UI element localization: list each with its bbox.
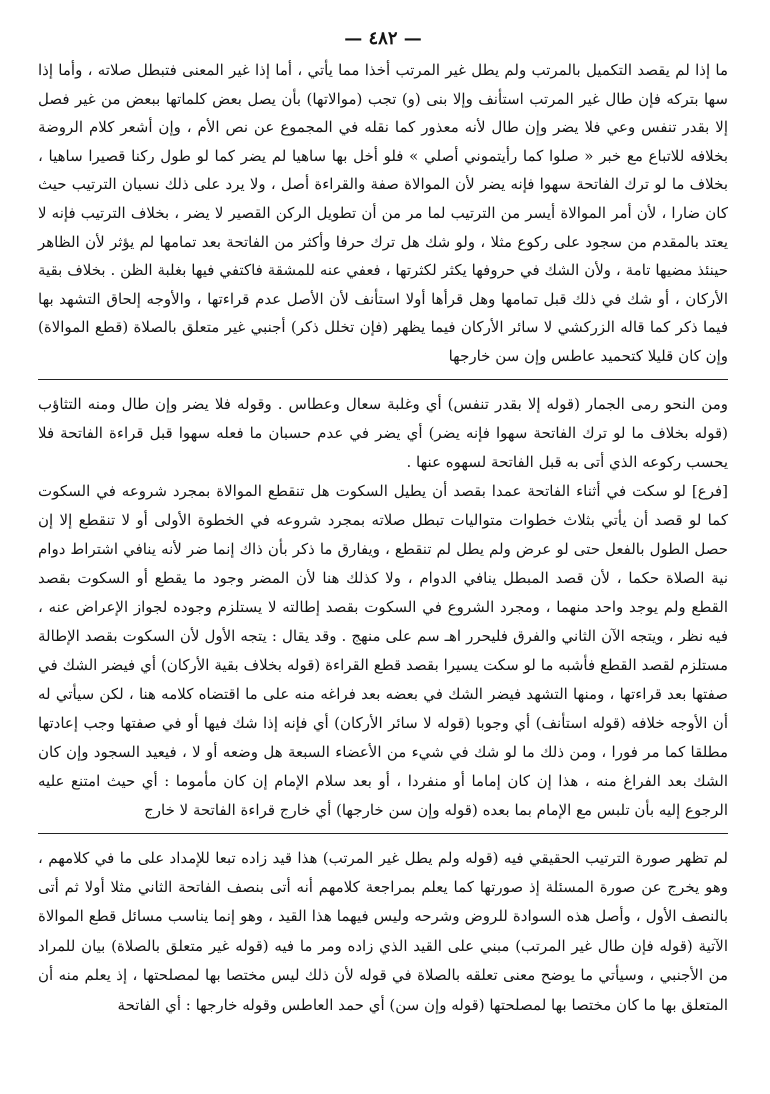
commentary-first bbox=[38, 390, 728, 825]
page-number: — ٤٨٢ — bbox=[344, 28, 422, 49]
divider-rule bbox=[38, 379, 728, 380]
divider-rule bbox=[38, 833, 728, 834]
main-paragraph: ما إذا لم يقصد التكميل بالمرتب ولم يطل غير المرتب أخذا مما يأتي ، أما إذا غير المعنى فتبطل صلاته ، وأما إذا سها بتركه فإن طال غير المرتب استأنف وإلا بنى (و) تجب (موالاتها) بأن يصل بعض كلماتها ببعض من غير فصل إلا بقدر تنفس وعي فلا يضر وإن طال لأنه معذور كما نقله في المجموع عن نص الأم ، وإن أشعر كلام الروضة بخلافه للاتباع مع خبر « صلوا كما رأيتموني أصلي » فلو أخل بها ساهيا لم يضر كما لو طول ركنا قصيرا ساهيا ، بخلاف ما لو ترك الفاتحة سهوا فإنه يضر لأن الموالاة صفة والقراءة أصل ، ولا يرد على ذلك نسيان الترتيب حيث كان ضارا ، لأن أمر الموالاة أيسر من الترتيب لما مر من أن تطويل الركن القصير لا يضر ، بخلاف الترتيب فإنه لا يعتد بالمقدم من سجود على ركوع مثلا ، ولو شك هل ترك حرفا وأكثر من الفاتحة بعد تمامها لم يؤثر لأن الظاهر حينئذ مضيها تامة ، ولأن الشك في حروفها يكثر لكثرتها ، فعفي عنه للمشقة فاكتفي فيها بغلبة الظن . بخلاف بقية الأركان ، أو شك في ذلك قبل تمامها وهل قرأها أولا استأنف لأن الأصل عدم قراءتها ، والأوجه إلحاق التشهد بها فيما ذكر كما قاله الزركشي لا سائر الأركان فيما يظهر (فإن تخلل ذكر) أجنبي غير متعلق بالصلاة (قطع الموالاة) وإن كان قليلا كتحميد عاطس وإن سن خارجها bbox=[38, 61, 728, 365]
commentary-paragraph: ومن النحو رمى الجمار (قوله إلا بقدر تنفس) أي وغلبة سعال وعطاس . وقوله فلا يضر وإن طال ومنه التثاؤب (قوله بخلاف ما لو ترك الفاتحة سهوا فإنه يضر) أي يضر في عدم حسبان ما فعله سهوا قبل قراءة الفاتحة فلا يحسب ركوعه الذي أتى به قبل الفاتحة لسهوه عنها . bbox=[38, 394, 728, 471]
main-text bbox=[38, 56, 728, 371]
commentary-paragraph: لم تظهر صورة الترتيب الحقيقي فيه (قوله ولم يطل غير المرتب) هذا قيد زاده تبعا للإمداد على ما في كلامهم ، وهو يخرج عن صورة المسئلة إذ صورتها كما يعلم بمراجعة كلامهم أنه أتى بنصف الفاتحة الثاني مثلا أولا ثم أتى بالنصف الأول ، وأصل هذه السوادة للروض وشرحه وليس فيهما هذا القيد ، وهو إنما يناسب مسائل قطع الموالاة الآتية (قوله فإن طال غير المرتب) مبني على القيد الذي زاده ومر ما فيه (قوله غير متعلق بالصلاة) بيان للمراد من الأجنبي ، وسيأتي ما يوضح معنى تعلقه بالصلاة في قوله لأن ذلك ليس مختصا بها لمصلحتها ، إذ يعلم منه أن المتعلق بها ما كان مختصا بها لمصلحتها (قوله وإن سن) أي حمد العاطس وقوله خارجها : أي الفاتحة bbox=[38, 848, 728, 1014]
commentary-paragraph: [فرع] لو سكت في أثناء الفاتحة عمدا بقصد أن يطيل السكوت هل تنقطع الموالاة بمجرد شروعه في السكوت كما لو قصد أن يأتي بثلاث خطوات متواليات تبطل صلاته بمجرد شروعه في الخطوة الأولى أو لا تنقطع إلا إن حصل الطول بالفعل حتى لو عرض ولم يطل لم تنقطع ، ويفارق ما ذكر بأن ذاك إنما ضر لأنه ينافي اشتراط دوام نية الصلاة حكما ، لأن قصد المبطل ينافي الدوام ، ولا كذلك هنا لأن المضر وجود ما يقطع أو السكوت بقصد القطع ولم يوجد واحد منهما ، ومجرد الشروع في السكوت بقصد إطالته لا يستلزم وجوده لجواز الإعراض عنه ، فيه نظر ، ويتجه الآن الثاني والفرق فليحرر اهـ سم على منهج . وقد يقال : يتجه الأول لأن السكوت بقصد الإطالة مستلزم لقصد القطع فأشبه ما لو سكت يسيرا بقصد قطع القراءة (قوله بخلاف بقية الأركان) أي فيضر الشك في صفتها بعد قراءتها ، ومنها التشهد فيضر الشك في بعضه بعد فراغه منه على ما اقتضاه كلامه هنا ، لكن سيأتي له أن الأوجه خلافه (قوله استأنف) أي وجوبا (قوله لا سائر الأركان) أي فإنه إذا شك فيها أو في صفتها وجب إعادتها مطلقا كما مر فورا ، ومن ذلك ما لو شك في شيء من الأعضاء السبعة هل وضعه أو لا ، فيعيد السجود وإن كان الشك بعد الفراغ منه ، هذا إن كان إماما أو منفردا ، أو بعد سلام الإمام إن كان مأموما : أي حيث امتنع عليه الرجوع إليه بأن تلبس مع الإمام بما بعده (قوله وإن سن خارجها) أي خارج قراءة الفاتحة لا خارج bbox=[38, 481, 728, 819]
page bbox=[38, 28, 728, 1020]
commentary-second bbox=[38, 844, 728, 1020]
